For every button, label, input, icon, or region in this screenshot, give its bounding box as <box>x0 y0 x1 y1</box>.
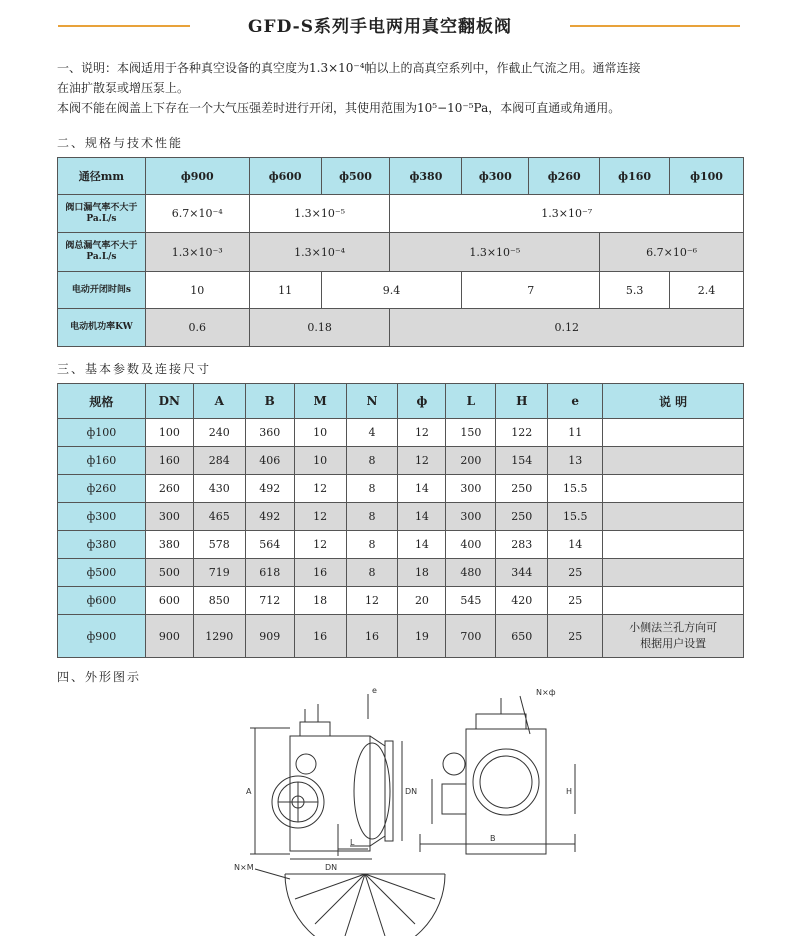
dimension-table <box>57 383 744 658</box>
dim-header-cell: 说 明 <box>603 384 744 419</box>
dim-cell: 545 <box>446 587 496 615</box>
spec-cell: 1.3×10⁻⁷ <box>390 195 744 233</box>
dim-note-cell <box>603 447 744 475</box>
spec-row-valve-leak <box>58 195 744 233</box>
spec-cell: 1.3×10⁻⁵ <box>390 233 600 272</box>
dim-cell: 300 <box>145 503 193 531</box>
dim-cell: 13 <box>548 447 603 475</box>
dim-cell: 15.5 <box>548 475 603 503</box>
dim-cell: 12 <box>294 475 346 503</box>
dim-cell: 10 <box>294 419 346 447</box>
dim-cell: 712 <box>245 587 294 615</box>
dim-header-cell: H <box>496 384 548 419</box>
spec-header-cell: ф380 <box>390 158 462 195</box>
dim-cell: 284 <box>193 447 245 475</box>
table-row <box>58 531 744 559</box>
gearbox-side <box>442 784 466 814</box>
spec-header-cell: ф160 <box>600 158 670 195</box>
dim-header-cell: L <box>446 384 496 419</box>
dim-cell: 564 <box>245 531 294 559</box>
leader-n-phi <box>520 696 530 734</box>
flange-bolt-arc <box>285 874 445 936</box>
dim-cell: 250 <box>496 475 548 503</box>
spec-cell: 6.7×10⁻⁴ <box>145 195 249 233</box>
dim-note-cell <box>603 587 744 615</box>
dim-cell: 20 <box>398 587 446 615</box>
label-dn-bottom: DN <box>325 863 338 872</box>
spec-row-label: 阀口漏气率不大于Pa.L/s <box>58 195 146 233</box>
dim-cell: 480 <box>446 559 496 587</box>
dim-cell: 8 <box>346 559 398 587</box>
spec-header-cell: ф600 <box>249 158 321 195</box>
bolt-ray <box>365 874 415 924</box>
section-2-title: 二、规格与技术性能 <box>57 136 184 150</box>
bolt-ray <box>365 874 435 899</box>
label-b: B <box>490 834 496 843</box>
dim-cell: 600 <box>145 587 193 615</box>
dim-cell: 1290 <box>193 615 245 658</box>
dim-cell: 300 <box>446 475 496 503</box>
dim-note-cell <box>603 475 744 503</box>
spec-cell: 0.12 <box>390 309 744 347</box>
dim-cell: 12 <box>294 503 346 531</box>
table-row <box>58 475 744 503</box>
dim-cell: 406 <box>245 447 294 475</box>
dim-cell: 283 <box>496 531 548 559</box>
dim-note-cell <box>603 559 744 587</box>
page-header <box>0 12 801 38</box>
spec-cell: 1.3×10⁻⁵ <box>249 195 390 233</box>
table-row <box>58 615 744 658</box>
spec-cell: 2.4 <box>670 272 744 309</box>
dim-cell: ф500 <box>58 559 146 587</box>
spec-header-cell: 通径mm <box>58 158 146 195</box>
dim-header-cell: M <box>294 384 346 419</box>
dim-cell: 100 <box>145 419 193 447</box>
table-row <box>58 503 744 531</box>
dim-header-row <box>58 384 744 419</box>
dim-cell: 25 <box>548 587 603 615</box>
dim-cell: 10 <box>294 447 346 475</box>
dim-cell: ф100 <box>58 419 146 447</box>
intro-line-2: 在油扩散泵或增压泵上。 <box>57 81 190 95</box>
dim-cell: 25 <box>548 615 603 658</box>
dim-cell: 719 <box>193 559 245 587</box>
dim-cell: 430 <box>193 475 245 503</box>
table-row <box>58 559 744 587</box>
dim-cell: 122 <box>496 419 548 447</box>
spec-header-cell: ф260 <box>529 158 600 195</box>
dim-cell: 18 <box>294 587 346 615</box>
header-rule-right <box>570 25 740 27</box>
spec-header-cell: ф300 <box>462 158 529 195</box>
dim-cell: 465 <box>193 503 245 531</box>
dim-cell: 260 <box>145 475 193 503</box>
dim-cell: 12 <box>346 587 398 615</box>
dim-note-cell <box>603 531 744 559</box>
dim-cell: 154 <box>496 447 548 475</box>
dim-cell: 150 <box>446 419 496 447</box>
dim-cell: 14 <box>548 531 603 559</box>
dim-header-cell: B <box>245 384 294 419</box>
spec-header-row <box>58 158 744 195</box>
note-line: 小侧法兰孔方向可 <box>629 621 718 634</box>
label-e: e <box>372 686 377 695</box>
valve-top-side <box>476 714 526 729</box>
dim-cell: 250 <box>496 503 548 531</box>
dim-cell: 909 <box>245 615 294 658</box>
label-n-m: N×M <box>234 863 254 872</box>
label-h: H <box>566 787 573 796</box>
spec-cell: 1.3×10⁻⁴ <box>249 233 390 272</box>
spec-row-open-time <box>58 272 744 309</box>
flange-plate <box>385 741 393 841</box>
dim-cell: ф600 <box>58 587 146 615</box>
table-row <box>58 587 744 615</box>
dim-cell: 16 <box>346 615 398 658</box>
dim-cell: 4 <box>346 419 398 447</box>
dim-cell: 492 <box>245 475 294 503</box>
dim-cell: 12 <box>398 419 446 447</box>
dim-cell: ф160 <box>58 447 146 475</box>
note-line: 根据用户设置 <box>640 637 707 650</box>
label-l: L <box>350 838 355 847</box>
dim-header-cell: A <box>193 384 245 419</box>
dim-cell: ф300 <box>58 503 146 531</box>
dim-cell: 618 <box>245 559 294 587</box>
dim-cell: 19 <box>398 615 446 658</box>
dim-cell: 8 <box>346 447 398 475</box>
dim-cell: 578 <box>193 531 245 559</box>
motor-housing-side <box>443 753 465 775</box>
spec-cell: 7 <box>462 272 600 309</box>
valve-top-block <box>300 722 330 736</box>
spec-table <box>57 157 744 347</box>
table-row <box>58 419 744 447</box>
dim-cell: ф900 <box>58 615 146 658</box>
dim-cell: 12 <box>294 531 346 559</box>
intro-line-3: 本阀不能在阀盖上下存在一个大气压强差时进行开闭，其使用范围为10⁵−10⁻⁵Pa，本阀可直通或角通用。 <box>57 101 621 115</box>
spec-row-label: 电动机功率KW <box>58 309 146 347</box>
dim-cell: 500 <box>145 559 193 587</box>
dim-cell: 12 <box>398 447 446 475</box>
label-a: A <box>246 787 252 796</box>
spec-row-label: 电动开闭时间s <box>58 272 146 309</box>
dim-cell: 8 <box>346 503 398 531</box>
dim-cell: 700 <box>446 615 496 658</box>
dim-cell: 300 <box>446 503 496 531</box>
intro-line-1: 一、说明：本阀适用于各种真空设备的真空度为1.3×10⁻⁴帕以上的高真空系列中，作截止气流之用。通常连接 <box>57 61 641 75</box>
valve-port <box>473 749 539 815</box>
dim-cell: 400 <box>446 531 496 559</box>
dim-cell: 16 <box>294 559 346 587</box>
spec-cell: 6.7×10⁻⁶ <box>600 233 744 272</box>
valve-port-inner <box>480 756 532 808</box>
spec-cell: 0.6 <box>145 309 249 347</box>
spec-row-label: 阀总漏气率不大于Pa.L/s <box>58 233 146 272</box>
spec-row-total-leak <box>58 233 744 272</box>
dim-note-cell <box>603 615 744 658</box>
spec-row-motor-power <box>58 309 744 347</box>
valve-outline-drawing <box>0 684 801 936</box>
dim-cell: 380 <box>145 531 193 559</box>
spec-cell: 11 <box>249 272 321 309</box>
dim-cell: 900 <box>145 615 193 658</box>
bolt-ray <box>295 874 365 899</box>
dim-cell: 492 <box>245 503 294 531</box>
dim-cell: 14 <box>398 531 446 559</box>
valve-side-flange <box>350 736 385 846</box>
header-rule-left <box>58 25 190 27</box>
dim-cell: ф260 <box>58 475 146 503</box>
dim-header-cell: 规格 <box>58 384 146 419</box>
dim-cell: ф380 <box>58 531 146 559</box>
valve-body-side <box>466 729 546 854</box>
dim-cell: 14 <box>398 503 446 531</box>
spec-header-cell: ф900 <box>145 158 249 195</box>
dim-cell: 650 <box>496 615 548 658</box>
dim-cell: 8 <box>346 531 398 559</box>
dim-cell: 240 <box>193 419 245 447</box>
dim-cell: 344 <box>496 559 548 587</box>
spec-cell: 9.4 <box>321 272 462 309</box>
label-dn-side: DN <box>405 787 418 796</box>
valve-body-front <box>290 736 370 851</box>
spec-cell: 0.18 <box>249 309 390 347</box>
spec-cell: 10 <box>145 272 249 309</box>
dim-cell: 14 <box>398 475 446 503</box>
dim-cell: 25 <box>548 559 603 587</box>
bolt-ray <box>315 874 365 924</box>
dim-header-cell: DN <box>145 384 193 419</box>
label-n-phi: N×ф <box>536 688 556 697</box>
section-3-title: 三、基本参数及连接尺寸 <box>57 362 212 376</box>
intro-paragraph <box>57 58 757 118</box>
dim-cell: 200 <box>446 447 496 475</box>
spec-header-cell: ф500 <box>321 158 390 195</box>
spec-cell: 1.3×10⁻³ <box>145 233 249 272</box>
dim-cell: 15.5 <box>548 503 603 531</box>
spec-cell: 5.3 <box>600 272 670 309</box>
dim-cell: 360 <box>245 419 294 447</box>
dim-note-cell <box>603 419 744 447</box>
dim-cell: 420 <box>496 587 548 615</box>
dim-header-cell: e <box>548 384 603 419</box>
dim-cell: 18 <box>398 559 446 587</box>
dim-cell: 16 <box>294 615 346 658</box>
dim-cell: 11 <box>548 419 603 447</box>
dim-header-cell: ф <box>398 384 446 419</box>
table-row <box>58 447 744 475</box>
section-4-title: 四、外形图示 <box>57 670 142 684</box>
dim-cell: 8 <box>346 475 398 503</box>
motor-housing <box>296 754 316 774</box>
dim-note-cell <box>603 503 744 531</box>
spec-header-cell: ф100 <box>670 158 744 195</box>
dim-cell: 160 <box>145 447 193 475</box>
dim-cell: 850 <box>193 587 245 615</box>
page-title: GFD-S系列手电两用真空翻板阀 <box>248 17 512 37</box>
dim-header-cell: N <box>346 384 398 419</box>
